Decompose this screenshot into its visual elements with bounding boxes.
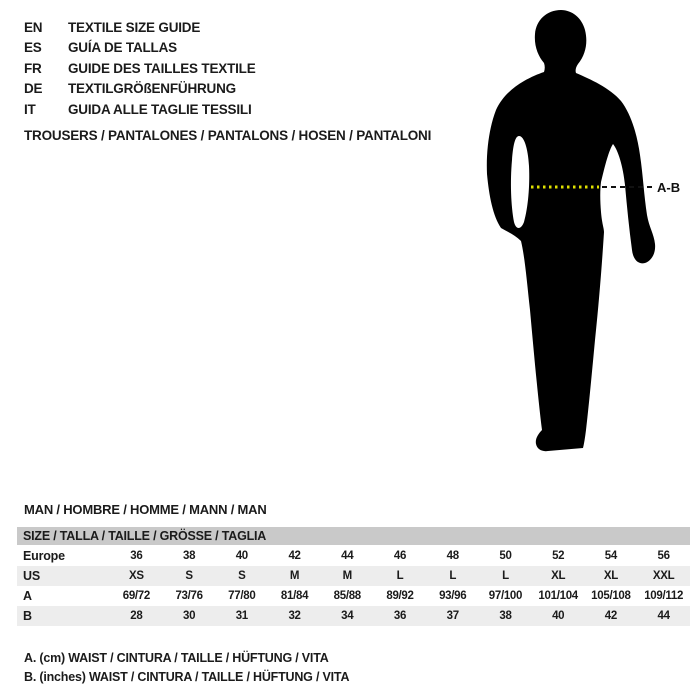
table-cell: 36	[130, 550, 143, 562]
table-cell: L	[502, 570, 509, 582]
table-cell: 97/100	[488, 590, 523, 602]
table-cell: 42	[288, 550, 301, 562]
footnote-b: B. (inches) WAIST / CINTURA / TAILLE / HÜFTUNG / VITA	[24, 669, 350, 684]
table-cell: XS	[128, 570, 144, 582]
table-cell: S	[185, 570, 193, 582]
language-title: TEXTILGRÖßENFÜHRUNG	[68, 81, 236, 97]
table-cell: 48	[446, 550, 459, 562]
row-label: Europe	[23, 549, 65, 563]
table-cell: L	[449, 570, 457, 582]
table-cell: 37	[446, 610, 459, 622]
table-row-b-inches	[17, 606, 690, 626]
table-cell: XXL	[652, 570, 675, 582]
row-label: US	[23, 569, 40, 583]
table-cell: 28	[130, 610, 143, 622]
language-row-fr	[24, 58, 256, 79]
row-label: B	[23, 609, 32, 623]
table-cell: 54	[604, 550, 617, 562]
language-title: TEXTILE SIZE GUIDE	[68, 19, 201, 35]
language-code: DE	[24, 81, 43, 97]
table-cell: 89/92	[386, 590, 414, 602]
size-table-header: SIZE / TALLA / TAILLE / GRÖSSE / TAGLIA	[17, 527, 690, 545]
language-row-en	[24, 17, 256, 38]
table-cell: 52	[552, 550, 565, 562]
section-title: MAN / HOMBRE / HOMME / MANN / MAN	[24, 502, 267, 517]
man-silhouette	[487, 10, 655, 451]
table-cell: XL	[551, 570, 566, 582]
language-code: ES	[24, 40, 42, 56]
garment-title: TROUSERS / PANTALONES / PANTALONS / HOSEN / PANTALONI	[24, 128, 432, 143]
table-cell: 46	[393, 550, 407, 562]
size-table	[17, 527, 690, 626]
table-cell: S	[238, 570, 246, 582]
table-cell: 34	[341, 610, 354, 622]
table-cell: 42	[604, 610, 617, 622]
row-label: A	[23, 589, 32, 603]
measure-label: A-B	[657, 180, 681, 195]
language-list	[24, 17, 256, 120]
table-cell: 40	[552, 610, 565, 622]
table-cell: L	[396, 570, 404, 582]
table-cell: 36	[393, 610, 407, 622]
table-cell: XL	[603, 570, 618, 582]
language-row-it	[24, 99, 256, 120]
table-cell: 56	[657, 550, 670, 562]
language-title: GUIDE DES TAILLES TEXTILE	[68, 60, 256, 76]
table-cell: 31	[235, 610, 248, 622]
table-cell: 44	[657, 610, 670, 622]
table-row-us	[17, 566, 690, 586]
table-cell: 50	[499, 550, 512, 562]
language-title: GUIDA ALLE TAGLIE TESSILI	[68, 101, 252, 117]
table-cell: 73/76	[175, 590, 203, 602]
table-cell: 85/88	[333, 590, 361, 602]
language-row-es	[24, 38, 256, 59]
table-row-a-cm	[17, 586, 690, 606]
table-cell: M	[289, 570, 300, 582]
table-cell: 93/96	[439, 590, 467, 602]
table-cell: 38	[499, 610, 512, 622]
language-row-de	[24, 79, 256, 100]
language-code: IT	[24, 101, 36, 117]
language-code: EN	[24, 19, 43, 35]
table-cell: 40	[235, 550, 248, 562]
size-guide-figure	[470, 5, 700, 465]
table-cell: 109/112	[644, 590, 684, 602]
table-cell: 101/104	[538, 590, 578, 602]
language-title: GUÍA DE TALLAS	[68, 40, 177, 56]
table-cell: 38	[182, 550, 196, 562]
table-cell: 77/80	[228, 590, 256, 602]
man-silhouette-svg	[470, 5, 700, 465]
footnotes	[24, 649, 349, 686]
language-code: FR	[24, 60, 42, 76]
table-cell: 32	[288, 610, 301, 622]
table-row-europe	[17, 546, 690, 566]
table-cell: 105/108	[591, 590, 631, 602]
table-cell: 81/84	[280, 590, 309, 602]
table-cell: 69/72	[122, 590, 150, 602]
table-cell: M	[342, 570, 352, 582]
footnote-a: A. (cm) WAIST / CINTURA / TAILLE / HÜFTUNG / VITA	[24, 651, 329, 665]
table-cell: 30	[182, 610, 196, 622]
table-cell: 44	[341, 550, 354, 562]
